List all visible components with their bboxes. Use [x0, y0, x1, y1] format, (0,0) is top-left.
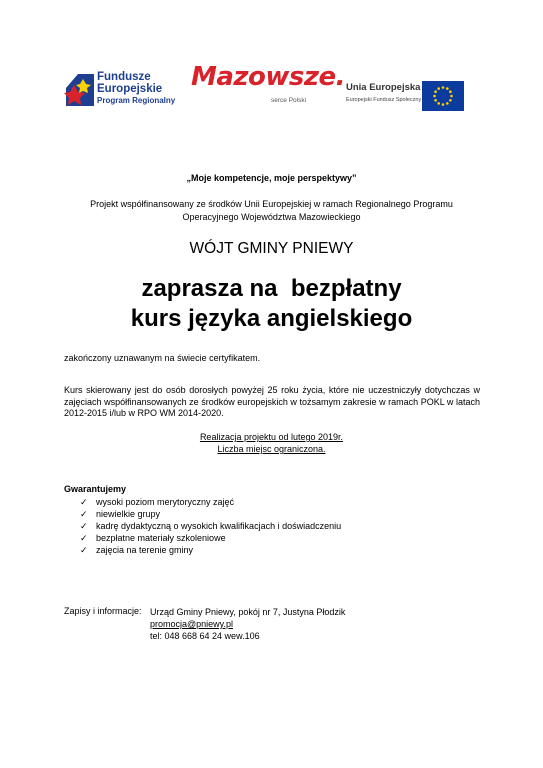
list-item: ✓ kadrę dydaktyczną o wysokich kwalifikacjach i doświadczeniu [80, 521, 342, 531]
certificate-text: zakończony uznawanym na świecie certyfikatem. [64, 353, 261, 363]
ue-line2: Europejski Fundusz Społeczny [346, 97, 422, 103]
checkmark-icon: ✓ [80, 545, 88, 555]
notice-start-date: Realizacja projektu od lutego 2019r. [199, 432, 344, 442]
notice-limited-places: Liczba miejsc ograniczona. [217, 444, 326, 454]
logo-unia-europejska [345, 79, 465, 115]
course-description: Kurs skierowany jest do osób dorosłych powyżej 25 roku życia, które nie uczestniczyły dotychczas w zajęciach współfinansowanych ze środków europejskich w tożsamym zakresie w ramach POKL w latach 2012-2015 i/lub w RPO WM 2014-2020. [64, 385, 480, 418]
contact-phone: tel: 048 668 64 24 wew.106 [150, 631, 260, 641]
checkmark-icon: ✓ [80, 533, 88, 543]
headline-line2: kurs języka angielskiego [130, 305, 413, 332]
list-item: ✓ bezpłatne materiały szkoleniowe [80, 533, 226, 543]
list-item: ✓ zajęcia na terenie gminy [80, 545, 194, 555]
logo-fundusze-europejskie [64, 68, 184, 114]
ue-line1: Unia Europejska [346, 82, 421, 93]
fundusze-star-mark-icon [64, 70, 96, 110]
contact-email-link[interactable]: promocja@pniewy.pl [150, 619, 234, 629]
fe-line2: Europejskie [97, 83, 163, 95]
project-line1: Projekt współfinansowany ze środków Unii Europejskiej w ramach Regionalnego Programu [90, 199, 453, 209]
project-notice [0, 431, 543, 455]
project-line2: Operacyjnego Województwa Mazowieckiego [182, 212, 361, 222]
list-item: ✓ wysoki poziom merytoryczny zajęć [80, 497, 235, 507]
checkmark-icon: ✓ [80, 521, 88, 531]
eu-flag-icon [422, 81, 464, 111]
contact-label: Zapisy i informacje: [64, 606, 142, 616]
guarantees-title: Gwarantujemy [64, 484, 127, 494]
checkmark-icon: ✓ [80, 497, 88, 507]
headline [0, 274, 543, 334]
project-description [0, 198, 543, 224]
contact-office: Urząd Gminy Pniewy, pokój nr 7, Justyna Płodzik [150, 607, 346, 617]
checkmark-icon: ✓ [80, 509, 88, 519]
issuer-title: WÓJT GMINY PNIEWY [189, 240, 354, 257]
logo-mazowsze [191, 62, 346, 114]
fe-line3: Program Regionalny [97, 96, 176, 105]
headline-line1: zaprasza na bezpłatny [141, 275, 402, 302]
list-item: ✓ niewielkie grupy [80, 509, 161, 519]
mazowsze-tagline: serce Polski [271, 97, 307, 104]
fe-line1: Fundusze [97, 71, 151, 83]
project-slogan: „Moje kompetencje, moje perspektywy” [186, 173, 357, 183]
contact-details [150, 606, 345, 642]
mazowsze-wordmark: Mazowsze. [191, 62, 346, 92]
guarantees-list [80, 496, 341, 556]
